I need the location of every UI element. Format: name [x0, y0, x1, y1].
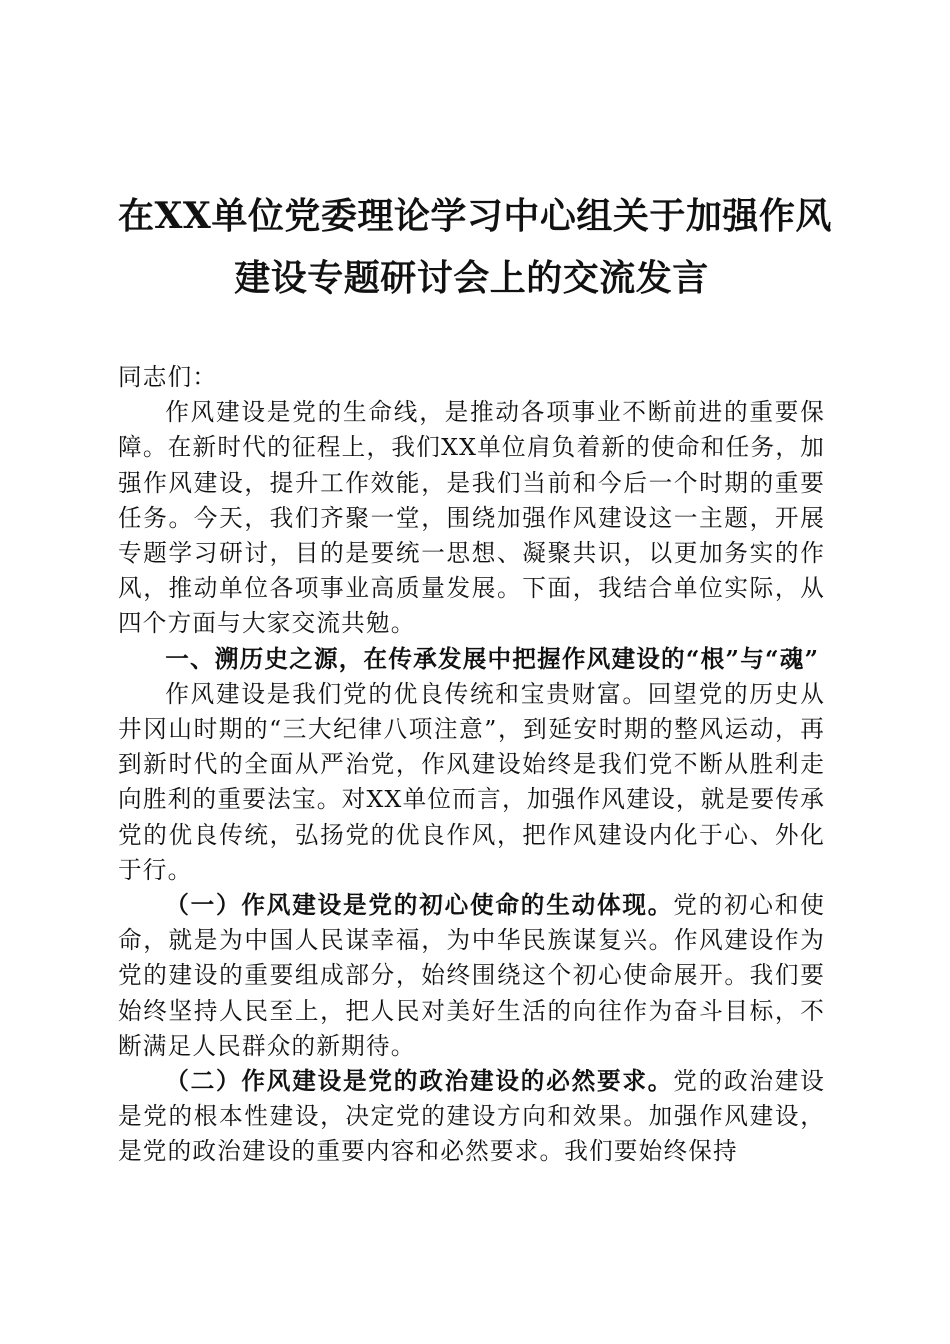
intro-paragraph: 作风建设是党的生命线，是推动各项事业不断前进的重要保障。在新时代的征程上，我们XX单位肩负着新的使命和任务，加强作风建设，提升工作效能，是我们当前和今后一个时期的重要任务。今天，我们齐聚一堂，围绕加强作风建设这一主题，开展专题学习研讨，目的是要统一思想、凝聚共识，以更加务实的作风，推动单位各项事业高质量发展。下面，我结合单位实际，从四个方面与大家交流共勉。	[118, 398, 825, 638]
subsection-1-paragraph	[118, 888, 825, 1064]
document-page	[118, 185, 832, 1170]
section-1-heading: 一、溯历史之源，在传承发展中把握作风建设的“根”与“魂”	[165, 644, 820, 673]
document-title	[118, 185, 832, 309]
subsection-2-paragraph	[118, 1064, 825, 1170]
title-line-2: 建设专题研讨会上的交流发言	[234, 257, 709, 299]
document-body	[118, 360, 825, 1170]
salutation: 同志们：	[118, 363, 218, 391]
title-line-1: 在XX单位党委理论学习中心组关于加强作风	[118, 195, 832, 237]
subsection-2-body: 党的政治建设是党的根本性建设，决定党的建设方向和效果。加强作风建设，是党的政治建设的重要内容和必然要求。我们要始终保持	[118, 1067, 825, 1166]
section-1-paragraph: 作风建设是我们党的优良传统和宝贵财富。回望党的历史从井冈山时期的“三大纪律八项注意”，到延安时期的整风运动，再到新时代的全面从严治党，作风建设始终是我们党不断从胜利走向胜利的重要法宝。对XX单位而言，加强作风建设，就是要传承党的优良传统，弘扬党的优良作风，把作风建设内化于心、外化于行。	[118, 679, 825, 884]
subsection-2-lead: （二）作风建设是党的政治建设的必然要求。	[165, 1067, 674, 1096]
subsection-1-body: 党的初心和使命，就是为中国人民谋幸福，为中华民族谋复兴。作风建设作为党的建设的重要组成部分，始终围绕这个初心使命展开。我们要始终坚持人民至上，把人民对美好生活的向往作为奋斗目标，不断满足人民群众的新期待。	[118, 891, 825, 1060]
subsection-1-lead: （一）作风建设是党的初心使命的生动体现。	[165, 891, 674, 920]
